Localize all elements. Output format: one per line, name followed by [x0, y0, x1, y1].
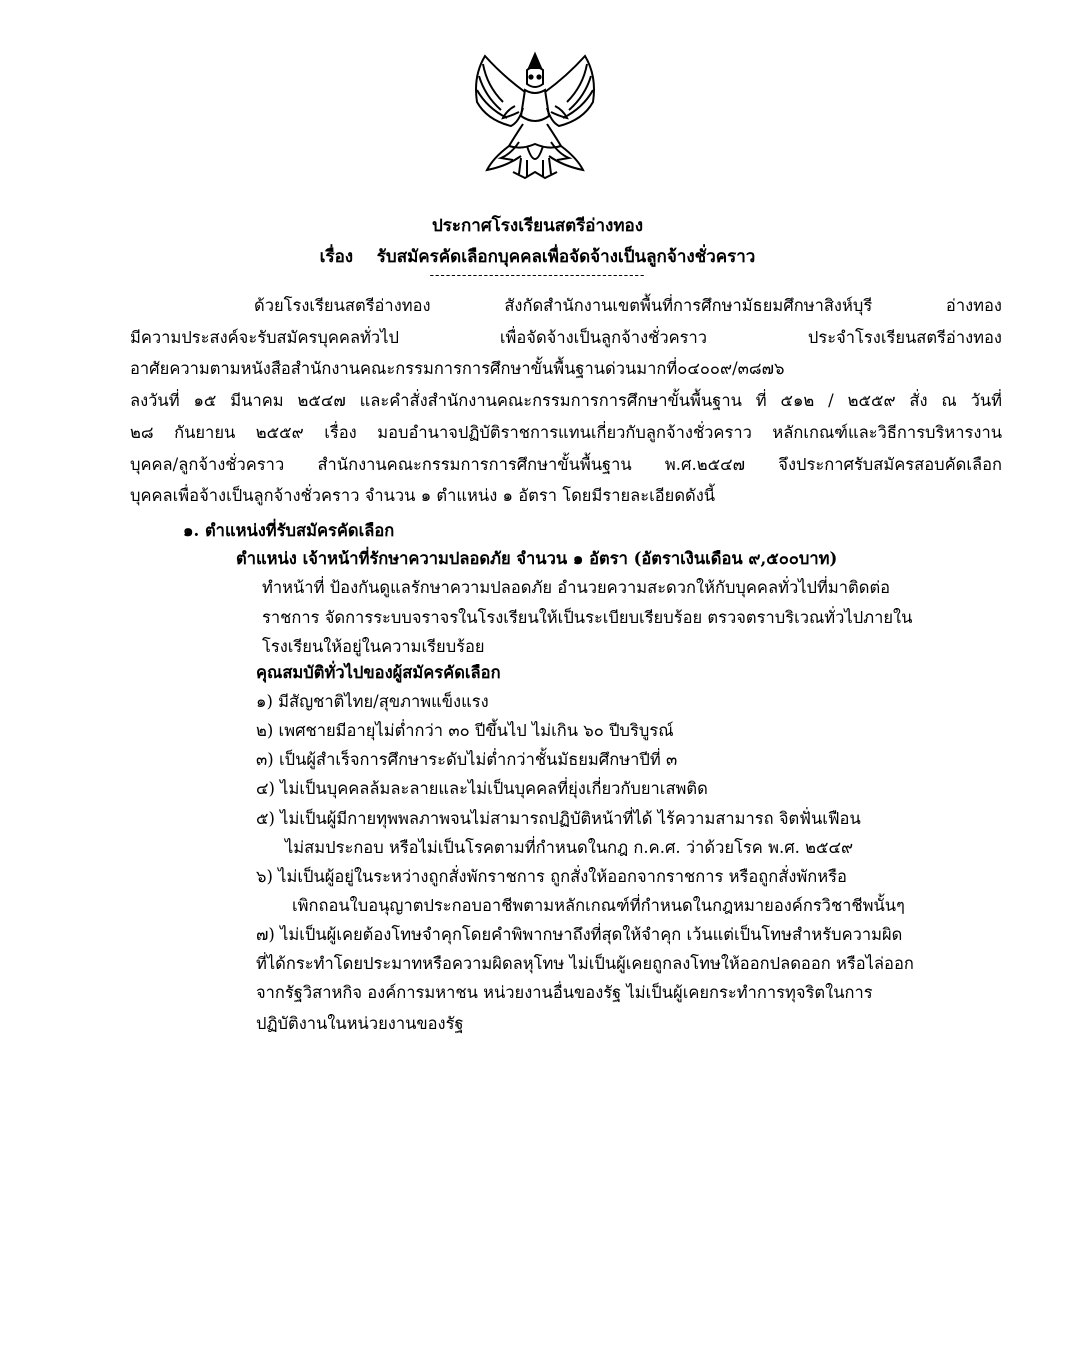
intro-line: บุคคลเพื่อจ้างเป็นลูกจ้างชั่วคราว จำนวน ๑ ตำแหน่ง ๑ อัตรา โดยมีรายละเอียดดังนี้: [130, 486, 716, 506]
duty-line: ทำหน้าที่ ป้องกันดูแลรักษาความปลอดภัย อำนวยความสะดวกให้กับบุคคลทั่วไปที่มาติดต่อ: [262, 578, 891, 597]
position-title: ตำแหน่ง เจ้าหน้าที่รักษาความปลอดภัย จำนวน ๑ อัตรา (อัตราเงินเดือน ๙,๕๐๐บาท): [236, 549, 838, 568]
intro-line: ลงวันที่ ๑๕ มีนาคม ๒๕๔๗ และคำสั่งสำนักงานคณะกรรมการการศึกษาขั้นพื้นฐาน ที่ ๕๑๒ / ๒๕๕๙ สั่ง ณ วันที่: [130, 391, 1002, 411]
announcement-title: ประกาศโรงเรียนสตรีอ่างทอง: [431, 216, 644, 236]
qualification-item: ๕) ไม่เป็นผู้มีกายทุพพลภาพจนไม่สามารถปฏิบัติหน้าที่ได้ ไร้ความสามารถ จิตฟั่นเฟือน: [256, 809, 861, 828]
qualification-item: ๗) ไม่เป็นผู้เคยต้องโทษจำคุกโดยคำพิพากษาถึงที่สุดให้จำคุก เว้นแต่เป็นโทษสำหรับความผิด: [256, 925, 903, 944]
intro-line: ๒๘ กันยายน ๒๕๕๙ เรื่อง มอบอำนาจปฏิบัติราชการแทนเกี่ยวกับลูกจ้างชั่วคราว หลักเกณฑ์และวิธีการบริหารงาน: [130, 422, 1002, 442]
qualification-item: ๑) มีสัญชาติไทย/สุขภาพแข็งแรง: [256, 692, 489, 711]
intro-line: บุคคล/ลูกจ้างชั่วคราว สำนักงานคณะกรรมการการศึกษาขั้นพื้นฐาน พ.ศ.๒๕๔๗ จึงประกาศรับสมัครสอบคัดเลือก: [130, 454, 1002, 474]
duty-line: ราชการ จัดการระบบจราจรในโรงเรียนให้เป็นระเบียบเรียบร้อย ตรวจตราบริเวณทั่วไปภายใน: [262, 608, 913, 627]
intro-line: ด้วยโรงเรียนสตรีอ่างทอง สังกัดสำนักงานเขตพื้นที่การศึกษามัธยมศึกษาสิงห์บุรี อ่างทอง: [254, 296, 1002, 315]
announcement-subject: [0, 245, 1075, 269]
qualification-continuation: เพิกถอนใบอนุญาตประกอบอาชีพตามหลักเกณฑ์ที่กำหนดในกฎหมายองค์กรวิชาชีพนั้นๆ: [292, 896, 905, 915]
section-heading: ๑. ตำแหน่งที่รับสมัครคัดเลือก: [183, 521, 395, 540]
duty-line: โรงเรียนให้อยู่ในความเรียบร้อย: [262, 637, 485, 656]
qualification-item: ๓) เป็นผู้สำเร็จการศึกษาระดับไม่ต่ำกว่าชั้นมัธยมศึกษาปีที่ ๓: [256, 750, 678, 769]
subject-prefix: เรื่อง: [319, 247, 354, 267]
qualification-continuation: ปฏิบัติงานในหน่วยงานของรัฐ: [256, 1014, 464, 1033]
intro-line: อาศัยความตามหนังสือสำนักงานคณะกรรมการการศึกษาขั้นพื้นฐานด่วนมากที่๐๔๐๐๙/๓๘๗๖: [130, 359, 785, 379]
qualification-item: ๖) ไม่เป็นผู้อยู่ในระหว่างถูกสั่งพักราชการ ถูกสั่งให้ออกจากราชการ หรือถูกสั่งพักหรือ: [256, 867, 847, 886]
qualification-continuation: จากรัฐวิสาหกิจ องค์การมหาชน หน่วยงานอื่นของรัฐ ไม่เป็นผู้เคยกระทำการทุจริตในการ: [256, 983, 873, 1002]
title-divider: ----------------------------------------: [429, 268, 646, 283]
qualification-continuation: ที่ได้กระทำโดยประมาทหรือความผิดลหุโทษ ไม่เป็นผู้เคยถูกลงโทษให้ออกปลดออก หรือไล่ออก: [256, 954, 914, 973]
garuda-emblem-icon: [463, 46, 608, 181]
subject-text: รับสมัครคัดเลือกบุคคลเพื่อจัดจ้างเป็นลูกจ้างชั่วคราว: [376, 247, 756, 267]
qualification-item: ๔) ไม่เป็นบุคคลล้มละลายและไม่เป็นบุคคลที่ยุ่งเกี่ยวกับยาเสพติด: [256, 779, 708, 798]
intro-paragraph: [130, 290, 1002, 512]
qualification-continuation: ไม่สมประกอบ หรือไม่เป็นโรคตามที่กำหนดในกฎ ก.ค.ศ. ว่าด้วยโรค พ.ศ. ๒๕๔๙: [285, 838, 854, 857]
intro-line: มีความประสงค์จะรับสมัครบุคคลทั่วไป เพื่อจัดจ้างเป็นลูกจ้างชั่วคราว ประจำโรงเรียนสตรีอ่างทอง: [130, 327, 1002, 347]
qualification-item: ๒) เพศชายมีอายุไม่ต่ำกว่า ๓๐ ปีขึ้นไป ไม่เกิน ๖๐ ปีบริบูรณ์: [256, 721, 674, 740]
qualifications-heading: คุณสมบัติทั่วไปของผู้สมัครคัดเลือก: [256, 663, 501, 682]
